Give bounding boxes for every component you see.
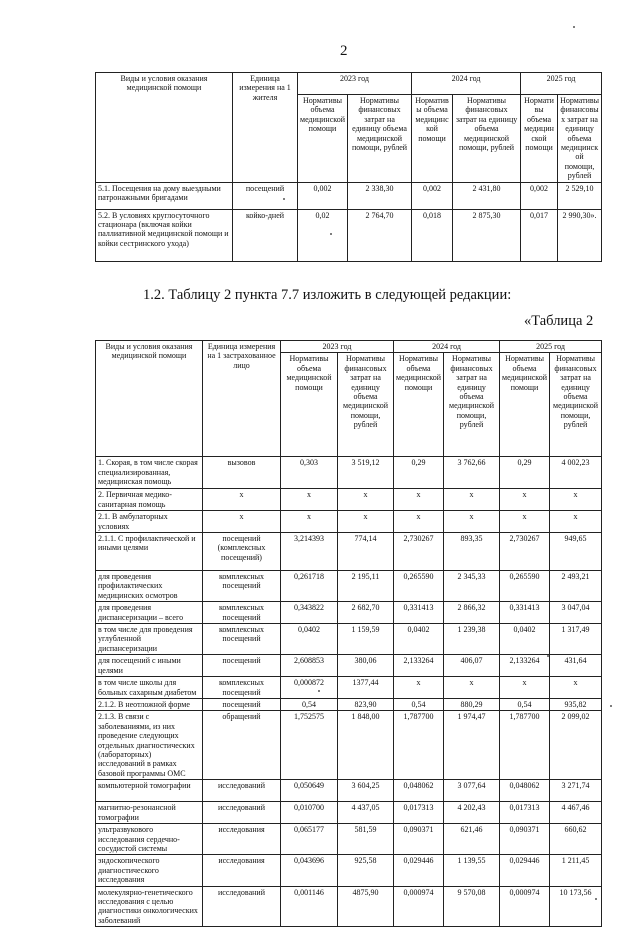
cell-value: 0,0402 [500,624,550,655]
cell-value: 0,343822 [281,602,338,624]
table-row [96,457,602,489]
cell-value: 4 467,46 [550,802,602,824]
table-row [96,489,602,511]
cell-value: х [338,511,394,533]
cell-value: 2,133264 [394,655,444,677]
cell-value: 0,000974 [394,886,444,927]
cell-value: 823,90 [338,698,394,710]
table-2-header-type: Виды и условия оказания медицинской помощи [96,341,203,457]
cell-value: 2 866,32 [444,602,500,624]
cell-value: 2 529,10 [558,182,602,209]
cell-value: 2,730267 [500,533,550,571]
row-label: компьютерной томографии [96,780,203,802]
cell-value: 2 195,11 [338,571,394,602]
cell-value: 3,214393 [281,533,338,571]
table-2-header-year-2025: 2025 год [500,341,602,353]
table-1-subheader-volume: Нормативы объема медицинской помощи [521,95,558,183]
cell-value: 0,02 [298,209,348,261]
table-row [96,824,602,855]
table-2-subheader-cost: Нормативы финансовых затрат на единицу объема медицинской помощи, рублей [444,353,500,457]
row-unit: посещений [233,182,298,209]
row-label: магнитно-резонансной томографии [96,802,203,824]
cell-value: 1 139,55 [444,855,500,886]
cell-value: 2 990,30». [558,209,602,261]
cell-value: 2,133264 [500,655,550,677]
row-unit: койко-дней [233,209,298,261]
cell-value: 1 211,45 [550,855,602,886]
cell-value: 4 202,43 [444,802,500,824]
cell-value: х [338,489,394,511]
cell-value: 2,730267 [394,533,444,571]
row-unit: обращений [203,711,281,780]
row-label: ультразвукового исследования сердечно-сосудистой системы [96,824,203,855]
row-label: в том числе школы для больных сахарным диабетом [96,677,203,699]
cell-value: 0,048062 [500,780,550,802]
table-row [96,711,602,780]
scan-speck [330,233,332,235]
table-row [96,624,602,655]
cell-value: 4 002,23 [550,457,602,489]
scan-speck [318,690,320,692]
row-unit: исследования [203,855,281,886]
cell-value: 2 875,30 [453,209,521,261]
cell-value: х [281,489,338,511]
table-1-subheader-volume: Нормативы объема медицинской помощи [298,95,348,183]
table-row [96,780,602,802]
cell-value: 774,14 [338,533,394,571]
table-1-subheader-volume: Нормативы объема медицинской помощи [412,95,453,183]
cell-value: 3 271,74 [550,780,602,802]
cell-value: 2 493,21 [550,571,602,602]
cell-value: 406,07 [444,655,500,677]
cell-value: х [394,489,444,511]
cell-value: 4 437,05 [338,802,394,824]
cell-value: 0,331413 [500,602,550,624]
cell-value: 2 338,30 [348,182,412,209]
row-unit: комплексных посещений [203,571,281,602]
cell-value: 0,029446 [394,855,444,886]
cell-value: 380,06 [338,655,394,677]
cell-value: 1 159,59 [338,624,394,655]
cell-value: 0,010700 [281,802,338,824]
cell-value: 3 077,64 [444,780,500,802]
table-2-header-year-2024: 2024 год [394,341,500,353]
row-label: 5.1. Посещения на дому выездными патронажными бригадами [96,182,233,209]
cell-value: 581,59 [338,824,394,855]
cell-value: 0,017 [521,209,558,261]
cell-value: 0,54 [500,698,550,710]
cell-value: 3 047,04 [550,602,602,624]
cell-value: 431,64 [550,655,602,677]
row-unit: х [203,489,281,511]
row-label: 2. Первичная медико-санитарная помощь [96,489,203,511]
cell-value: х [550,511,602,533]
cell-value: 0,090371 [500,824,550,855]
row-label: 2.1. В амбулаторных условиях [96,511,203,533]
cell-value: 0,043696 [281,855,338,886]
cell-value: 660,62 [550,824,602,855]
row-label: в том числе для проведения углубленной диспансеризации [96,624,203,655]
scan-speck [610,705,612,707]
cell-value: 2,608853 [281,655,338,677]
row-label: 5.2. В условиях круглосуточного стационара (включая койки паллиативной медицинской помощи и койки сестринского ухода) [96,209,233,261]
table-1-header-type: Виды и условия оказания медицинской помощи [96,73,233,183]
cell-value: 0,029446 [500,855,550,886]
row-label: эндоскопического диагностического исследования [96,855,203,886]
scan-speck [547,655,549,657]
row-unit: вызовов [203,457,281,489]
cell-value: 2 099,02 [550,711,602,780]
table-2-header-year-2023: 2023 год [281,341,394,353]
cell-value: 0,265590 [500,571,550,602]
cell-value: 3 604,25 [338,780,394,802]
cell-value: х [444,677,500,699]
table-row [96,511,602,533]
cell-value: 1 848,00 [338,711,394,780]
cell-value: 10 173,56 [550,886,602,927]
cell-value: 0,265590 [394,571,444,602]
table-1 [95,72,602,262]
row-unit: х [203,511,281,533]
row-label: для проведения профилактических медицинских осмотров [96,571,203,602]
row-unit: посещений (комплексных посещений) [203,533,281,571]
row-unit: посещений [203,655,281,677]
cell-value: 2 764,70 [348,209,412,261]
cell-value: 0,065177 [281,824,338,855]
cell-value: 0,261718 [281,571,338,602]
cell-value: 0,0402 [281,624,338,655]
table-row [96,571,602,602]
cell-value: 1377,44 [338,677,394,699]
table-row [96,655,602,677]
cell-value: 0,000974 [500,886,550,927]
row-unit: исследований [203,802,281,824]
table-2-subheader-volume: Нормативы объема медицинской помощи [394,353,444,457]
table-2-subheader-volume: Нормативы объема медицинской помощи [281,353,338,457]
cell-value: 1 317,49 [550,624,602,655]
cell-value: 2 682,70 [338,602,394,624]
cell-value: х [500,489,550,511]
cell-value: 925,58 [338,855,394,886]
cell-value: 1,787700 [394,711,444,780]
row-unit: комплексных посещений [203,624,281,655]
row-unit: посещений [203,698,281,710]
cell-value: 0,002 [521,182,558,209]
table-row [96,802,602,824]
table-1-subheader-cost: Нормативы финансовых затрат на единицу объема медицинской помощи, рублей [558,95,602,183]
table-row [96,886,602,927]
cell-value: х [394,511,444,533]
cell-value: 0,29 [500,457,550,489]
table-2-subheader-cost: Нормативы финансовых затрат на единицу объема медицинской помощи, рублей [550,353,602,457]
cell-value: 0,54 [394,698,444,710]
table-1-header-year-2023: 2023 год [298,73,412,95]
cell-value: 0,018 [412,209,453,261]
cell-value: 0,002 [412,182,453,209]
cell-value: 3 762,66 [444,457,500,489]
row-label: 1. Скорая, в том числе скорая специализированная, медицинская помощь [96,457,203,489]
row-label: 2.1.2. В неотложной форме [96,698,203,710]
row-unit: исследований [203,780,281,802]
row-label: 2.1.1. С профилактической и иными целями [96,533,203,571]
cell-value: 2 345,33 [444,571,500,602]
table-2-header-unit: Единица измерения на 1 застрахованное лицо [203,341,281,457]
cell-value: 0,017313 [394,802,444,824]
table-caption: «Таблица 2 [524,313,594,329]
cell-value: 9 570,08 [444,886,500,927]
table-1-subheader-cost: Нормативы финансовых затрат на единицу объема медицинской помощи, рублей [348,95,412,183]
cell-value: 0,29 [394,457,444,489]
table-2-subheader-volume: Нормативы объема медицинской помощи [500,353,550,457]
cell-value: 0,000872 [281,677,338,699]
table-row [96,677,602,699]
cell-value: 0,001146 [281,886,338,927]
cell-value: х [550,677,602,699]
table-2 [95,340,602,927]
table-2-subheader-cost: Нормативы финансовых затрат на единицу объема медицинской помощи, рублей [338,353,394,457]
section-heading: 1.2. Таблицу 2 пункта 7.7 изложить в следующей редакции: [143,287,512,303]
cell-value: 0,090371 [394,824,444,855]
cell-value: х [444,511,500,533]
page-number: 2 [340,43,348,59]
cell-value: 0,54 [281,698,338,710]
row-label: 2.1.3. В связи с заболеваниями, из них проведение следующих отдельных диагностических (лабораторных) исследований в рамках базовой программы ОМС [96,711,203,780]
cell-value: 880,29 [444,698,500,710]
cell-value: х [444,489,500,511]
row-label: для посещений с иными целями [96,655,203,677]
cell-value: 0,017313 [500,802,550,824]
cell-value: х [550,489,602,511]
cell-value: х [281,511,338,533]
table-row [96,698,602,710]
cell-value: 949,65 [550,533,602,571]
table-row [96,533,602,571]
row-unit: комплексных посещений [203,602,281,624]
table-1-header-year-2024: 2024 год [412,73,521,95]
table-1-subheader-cost: Нормативы финансовых затрат на единицу объема медицинской помощи, рублей [453,95,521,183]
table-1-header-unit: Единица измерения на 1 жителя [233,73,298,183]
cell-value: 0,331413 [394,602,444,624]
row-label: для проведения диспансеризации – всего [96,602,203,624]
table-row [96,602,602,624]
cell-value: 1 239,38 [444,624,500,655]
row-label: молекулярно-генетического исследования с целью диагностики онкологических заболеваний [96,886,203,927]
scan-speck [595,898,597,900]
cell-value: 0,303 [281,457,338,489]
row-unit: исследований [203,886,281,927]
cell-value: 2 431,80 [453,182,521,209]
cell-value: х [500,677,550,699]
table-row [96,855,602,886]
cell-value: х [500,511,550,533]
cell-value: 0,002 [298,182,348,209]
cell-value: 0,0402 [394,624,444,655]
cell-value: 0,048062 [394,780,444,802]
table-row [96,209,602,261]
scan-speck [283,198,285,200]
cell-value: 1,752575 [281,711,338,780]
table-row [96,182,602,209]
cell-value: 0,050649 [281,780,338,802]
cell-value: 3 519,12 [338,457,394,489]
table-1-header-year-2025: 2025 год [521,73,602,95]
cell-value: 935,82 [550,698,602,710]
row-unit: исследования [203,824,281,855]
row-unit: комплексных посещений [203,677,281,699]
cell-value: х [394,677,444,699]
cell-value: 893,35 [444,533,500,571]
cell-value: 1,787700 [500,711,550,780]
cell-value: 4875,90 [338,886,394,927]
cell-value: 621,46 [444,824,500,855]
cell-value: 1 974,47 [444,711,500,780]
scan-speck [573,26,575,28]
